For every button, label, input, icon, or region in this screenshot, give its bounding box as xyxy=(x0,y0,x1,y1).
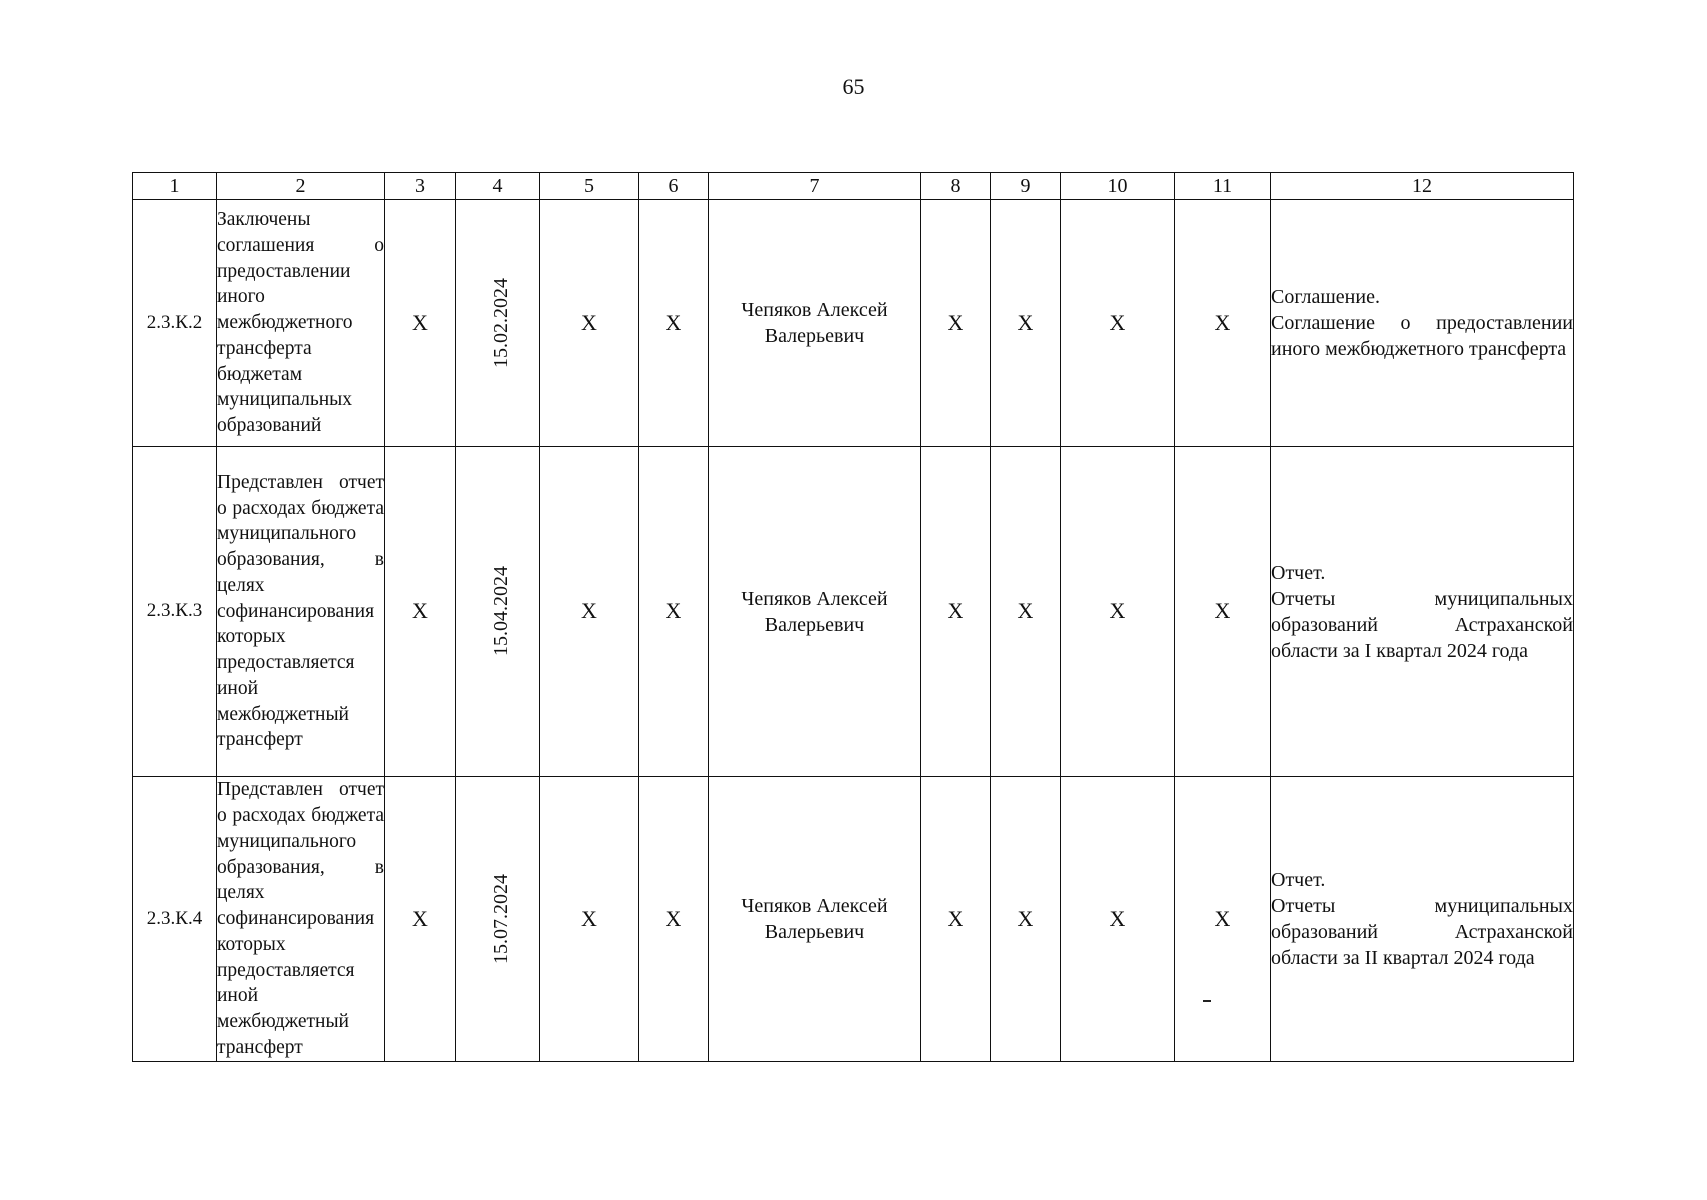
header-col-10: 10 xyxy=(1061,173,1175,200)
result-text: Отчеты муниципальных образований Астраханской области за II квартал 2024 года xyxy=(1271,895,1573,969)
header-col-8: 8 xyxy=(921,173,991,200)
row-col9: Х xyxy=(991,447,1061,777)
row-event: Представлен отчет о расходах бюджета муниципального образования, в целях софинансирования которых предоставляется иной межбюджетный трансферт xyxy=(217,447,385,777)
result-text: Отчеты муниципальных образований Астраханской области за I квартал 2024 года xyxy=(1271,587,1573,662)
scan-speck xyxy=(1203,1000,1211,1002)
header-col-7: 7 xyxy=(709,173,921,200)
row-col8: Х xyxy=(921,777,991,1062)
row-col8: Х xyxy=(921,200,991,447)
header-col-3: 3 xyxy=(385,173,456,200)
row-col3: Х xyxy=(385,777,456,1062)
row-date-cell xyxy=(456,447,540,777)
header-col-6: 6 xyxy=(639,173,709,200)
result-text: Соглашение о предоставлении иного межбюджетного трансферта xyxy=(1271,312,1573,360)
row-col10: Х xyxy=(1061,777,1175,1062)
row-code: 2.3.К.3 xyxy=(133,447,217,777)
row-col10: Х xyxy=(1061,200,1175,447)
row-col3: Х xyxy=(385,200,456,447)
header-col-11: 11 xyxy=(1175,173,1271,200)
row-date: 15.04.2024 xyxy=(490,566,512,657)
row-col10: Х xyxy=(1061,447,1175,777)
row-col9: Х xyxy=(991,200,1061,447)
row-responsible: Чепяков Алексей Валерьевич xyxy=(709,447,921,777)
header-col-2: 2 xyxy=(217,173,385,200)
row-date: 15.07.2024 xyxy=(490,873,512,964)
row-col5: Х xyxy=(540,777,639,1062)
row-col6: Х xyxy=(639,777,709,1062)
table-row xyxy=(133,447,1574,777)
row-result xyxy=(1271,777,1574,1062)
header-col-9: 9 xyxy=(991,173,1061,200)
table-row xyxy=(133,200,1574,447)
header-col-4: 4 xyxy=(456,173,540,200)
header-row xyxy=(133,173,1574,200)
row-code: 2.3.К.4 xyxy=(133,777,217,1062)
row-col5: Х xyxy=(540,200,639,447)
table-header xyxy=(133,173,1574,200)
row-col11: Х xyxy=(1175,777,1271,1062)
result-title: Отчет. xyxy=(1271,869,1326,891)
plan-table xyxy=(132,172,1574,1062)
header-col-1: 1 xyxy=(133,173,217,200)
row-result xyxy=(1271,447,1574,777)
table-row xyxy=(133,777,1574,1062)
header-col-12: 12 xyxy=(1271,173,1574,200)
row-event: Заключены соглашения о предоставлении иного межбюджетного трансферта бюджетам муниципальных образований xyxy=(217,200,385,447)
row-col6: Х xyxy=(639,447,709,777)
row-responsible: Чепяков Алексей Валерьевич xyxy=(709,777,921,1062)
row-date: 15.02.2024 xyxy=(490,277,512,368)
row-col11: Х xyxy=(1175,200,1271,447)
row-col9: Х xyxy=(991,777,1061,1062)
row-col5: Х xyxy=(540,447,639,777)
header-col-5: 5 xyxy=(540,173,639,200)
row-code: 2.3.К.2 xyxy=(133,200,217,447)
row-date-cell xyxy=(456,777,540,1062)
row-col3: Х xyxy=(385,447,456,777)
row-date-cell xyxy=(456,200,540,447)
row-col8: Х xyxy=(921,447,991,777)
row-col6: Х xyxy=(639,200,709,447)
row-result xyxy=(1271,200,1574,447)
result-title: Соглашение. xyxy=(1271,286,1380,308)
row-event: Представлен отчет о расходах бюджета муниципального образования, в целях софинансирования которых предоставляется иной межбюджетный трансферт xyxy=(217,777,385,1062)
row-responsible: Чепяков Алексей Валерьевич xyxy=(709,200,921,447)
row-col11: Х xyxy=(1175,447,1271,777)
page-number: 65 xyxy=(842,74,865,99)
result-title: Отчет. xyxy=(1271,561,1326,584)
